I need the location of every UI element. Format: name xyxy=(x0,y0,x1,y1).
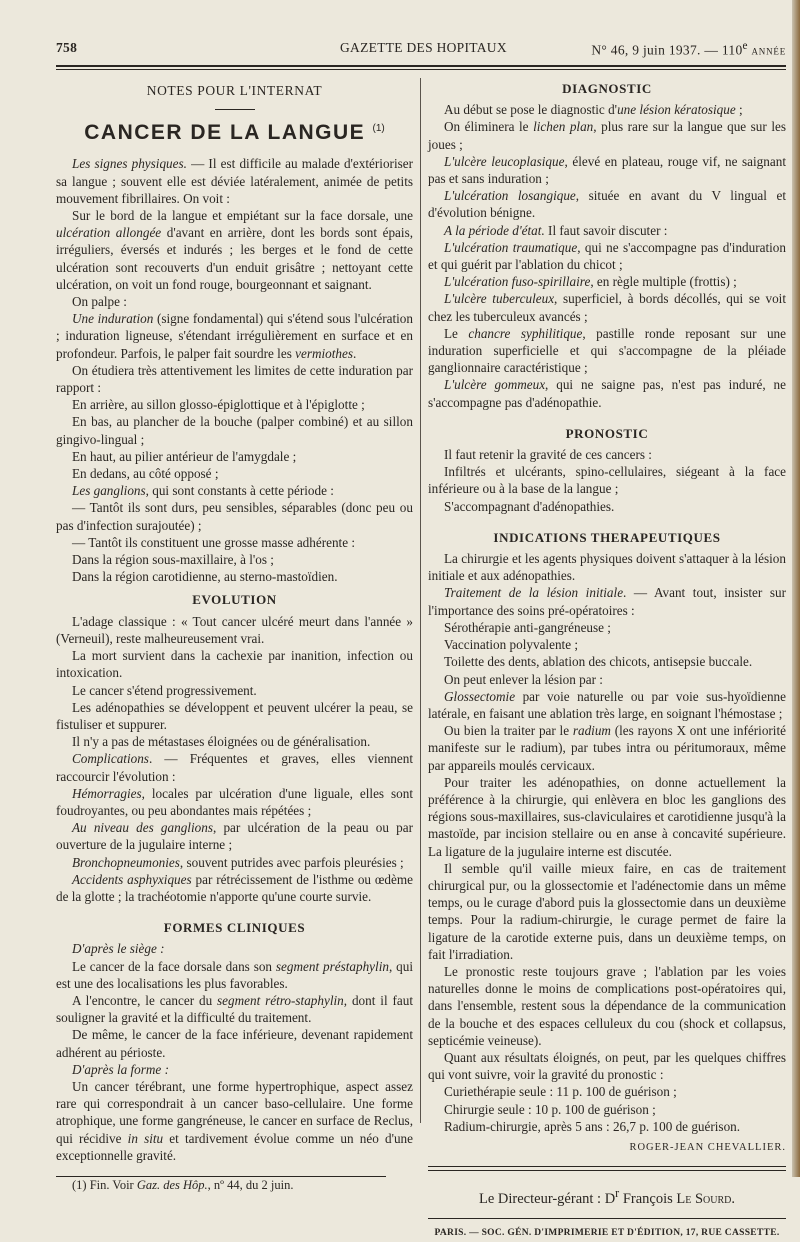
header-rule-thick xyxy=(56,65,786,67)
title-footnote-ref: (1) xyxy=(372,123,385,135)
closing-rule xyxy=(428,1166,786,1167)
paragraph: Ou bien la traiter par le radium (les rayons X ont une infériorité manifeste sur le radium), par tubes intra ou péritumoraux, même par appareils moulés cervicaux. xyxy=(428,723,786,773)
result-item: Chirurgie seule : 10 p. 100 de guérison ; xyxy=(444,1101,656,1117)
list-item: — Tantôt ils sont durs, peu sensibles, séparables (donc peu ou pas d'infection surajoutée) ; xyxy=(56,500,413,533)
director-line: Le Directeur-gérant : $D^r$ François Le Sourd. xyxy=(478,1186,736,1208)
paragraph: Le chancre syphilitique, pastille ronde reposant sur une induration superficielle et qui s'accompagne de la pléiade ganglionnaire caractéristique ; xyxy=(428,325,786,376)
paragraph: Le pronostic reste toujours grave ; l'ablation par les voies naturelles donne le moins de complications post-opératoires qui, dans l'ensemble, restent sous la dépendance de la communication de la bouche et des espaces celluleux du cou (shock et collapsus, septicémie veineuse). xyxy=(428,963,786,1048)
paragraph: Au début se pose le diagnostic d'une lésion kératosique ; xyxy=(444,102,743,118)
paragraph: Il faut retenir la gravité de ces cancers : xyxy=(444,447,652,463)
section-kicker: NOTES POUR L'INTERNAT xyxy=(146,83,323,98)
page-edge-binding xyxy=(792,0,800,1177)
list-item: Dans la région carotidienne, au sterno-mastoïdien. xyxy=(72,569,338,585)
paragraph: D'après le siège : xyxy=(72,941,165,957)
paragraph: A la période d'état. Il faut savoir discuter : xyxy=(444,222,668,238)
list-item: Vaccination polyvalente ; xyxy=(444,637,579,653)
list-item: Toilette des dents, ablation des chicots, antisepsie buccale. xyxy=(444,654,753,670)
issue-info: N° 46, 9 juin 1937. — 110e ANNÉE xyxy=(591,40,786,58)
paragraph: Les signes physiques. — Il est difficile au malade d'extérioriser sa langue ; souvent elle est déviée latéralement, animée de petits mouvement fibrillaires. On voit : xyxy=(56,156,413,206)
paragraph: On palpe : xyxy=(72,294,127,310)
left-column xyxy=(56,78,413,1194)
paragraph: Il semble qu'il vaille mieux faire, en cas de traitement chirurgical pur, ou la glossectomie et l'adénectomie dans un même temps, ou le curage d'abord puis la glossectomie dans un deuxième temps. Pour la radium-chirurgie, le curage permet de faire la ligature de la carotide externe puis, dans un deuxième temps, on fait l'irradiation. xyxy=(428,860,786,962)
paragraph: Le cancer s'étend progressivement. xyxy=(72,682,257,698)
list-item: En haut, au pilier antérieur de l'amygdale ; xyxy=(72,448,297,464)
paragraph: Sur le bord de la langue et empiétant sur la face dorsale, une ulcération allongée d'avant en arrière, dont les bords sont épais, irréguliers, éversés et indurés ; les berges et le fond de cette ulcération sont recouverts d'un enduit grisâtre ; nettoyant cette ulcération, on voit un fond rouge, bourgeonnant et saignant. xyxy=(56,208,413,292)
author-signature: ROGER-JEAN CHEVALLIER. xyxy=(629,1141,786,1153)
paragraph: L'ulcération traumatique, qui ne s'accompagne pas d'induration et qui guérit par l'ablation du chicot ; xyxy=(428,239,786,273)
paragraph: L'ulcération fuso-spirillaire, en règle multiple (frottis) ; xyxy=(444,274,737,290)
paragraph: De même, le cancer de la face inférieure, devenant rapidement adhérent au périoste. xyxy=(56,1027,413,1060)
paragraph: Une induration (signe fondamental) qui s'étend sous l'ulcération ; induration ligneuse, s'étendant irrégulièrement en surface et en profondeur. Parfois, le palper fait sourdre les vermiothes. xyxy=(56,311,413,361)
paragraph: Complications. — Fréquentes et graves, elles viennent raccourcir l'évolution : xyxy=(56,751,413,784)
article-title: CANCER DE LA LANGUE $^{(1)}$ xyxy=(84,121,385,145)
paragraph: Quant aux résultats éloignés, on peut, par les quelques chiffres qui vont suivre, voir la gravité du pronostic : xyxy=(428,1049,786,1083)
footnote: (1) Fin. Voir Gaz. des Hôp., nº 44, du 2 juin. xyxy=(72,1177,294,1192)
section-heading-indications: INDICATIONS THERAPEUTIQUES xyxy=(493,529,721,545)
paragraph: Bronchopneumonies, souvent putrides avec parfois pleurésies ; xyxy=(72,854,404,870)
section-heading-evolution: EVOLUTION xyxy=(192,592,277,608)
paragraph: Glossectomie par voie naturelle ou par voie sus-hyoïdienne latérale, en faisant une ablation très large, en soignant l'hémostase ; xyxy=(428,688,786,721)
paragraph: L'adage classique : « Tout cancer ulcéré meurt dans l'année » (Verneuil), reste malheureusement vrai. xyxy=(56,613,413,646)
printer-imprint: PARIS. — SOC. GÉN. D'IMPRIMERIE ET D'ÉDITION, 17, RUE CASSETTE. xyxy=(428,1218,786,1242)
paragraph: L'ulcère gommeux, qui ne saigne pas, n'est pas induré, ne s'accompagne pas d'adénopathie. xyxy=(428,377,786,410)
list-item: En bas, au plancher de la bouche (palper combiné) et au sillon gingivo-lingual ; xyxy=(56,414,413,447)
list-item: — Tantôt ils constituent une grosse masse adhérente : xyxy=(72,534,356,550)
paragraph: Les ganglions, qui sont constants à cette période : xyxy=(72,483,334,499)
paragraph: Les adénopathies se développent et peuvent ulcérer la peau, se fistuliser et suppurer. xyxy=(56,699,413,732)
list-item: En arrière, au sillon glosso-épiglottique et à l'épiglotte ; xyxy=(72,397,365,413)
paragraph: S'accompagnant d'adénopathies. xyxy=(444,498,615,514)
closing-rule xyxy=(428,1170,786,1171)
paragraph: L'ulcère tuberculeux, superficiel, à bords décollés, qui se voit chez les tuberculeux avancés ; xyxy=(428,291,786,324)
paragraph: Il n'y a pas de métastases éloignées ou de généralisation. xyxy=(72,734,371,750)
paragraph: L'ulcération losangique, située en avant du V lingual et d'évolution bénigne. xyxy=(428,188,786,221)
paragraph: On peut enlever la lésion par : xyxy=(444,671,603,687)
column-divider xyxy=(420,78,421,1123)
paragraph: L'ulcère leucoplasique, élevé en plateau, rouge vif, ne saignant pas et sans induration ; xyxy=(428,153,786,187)
list-item: Dans la région sous-maxillaire, à l'os ; xyxy=(72,552,274,568)
paragraph: Accidents asphyxiques par rétrécissement de l'isthme ou œdème de la glotte ; la trachéotomie n'apporte qu'une courte survie. xyxy=(56,871,413,904)
section-heading-diagnostic: DIAGNOSTIC xyxy=(562,81,652,96)
paragraph: On étudiera très attentivement les limites de cette induration par rapport : xyxy=(56,362,413,396)
result-item: Curiethérapie seule : 11 p. 100 de guérison ; xyxy=(444,1084,677,1100)
section-heading-formes: FORMES CLINIQUES xyxy=(163,920,306,936)
header-rule-thin xyxy=(56,69,786,70)
paragraph: Le cancer de la face dorsale dans son segment préstaphylin, qui est une des localisations les plus favorables. xyxy=(56,958,414,991)
page-number: 758 xyxy=(56,40,78,55)
paragraph: Infiltrés et ulcérants, spino-cellulaires, siégeant à la face inférieure ou à la base de la langue ; xyxy=(428,464,786,497)
result-item: Radium-chirurgie, après 5 ans : 26,7 p. 100 de guérison. xyxy=(444,1118,741,1134)
paragraph: Un cancer térébrant, une forme hypertrophique, aspect assez rare qui correspondrait à un cancer baso-cellulaire. Une forme atrophique, une forme gangréneuse, le cancer en surface de Reclus, qui récidive in situ et tardivement évolue comme un néo d'une exceptionnelle gravité. xyxy=(56,1078,413,1163)
paragraph: D'après la forme : xyxy=(72,1061,169,1077)
kicker-rule xyxy=(215,109,255,110)
list-item: En dedans, au côté opposé ; xyxy=(72,466,219,482)
list-item: Sérothérapie anti-gangréneuse ; xyxy=(444,619,611,635)
paragraph: Pour traiter les adénopathies, on donne actuellement la préférence à la chirurgie, qui enlèvera en bloc les ganglions des régions sous-maxillaires, sus-claviculaires et carotidienne jusqu'à la mastoïde, par incision stellaire ou en anse à concavité supérieure. La ligature de la jugulaire interne est discutée. xyxy=(428,774,786,859)
paragraph: A l'encontre, le cancer du segment rétro-staphylin, dont il faut souligner la gravité et la difficulté du traitement. xyxy=(56,992,413,1026)
paragraph: Au niveau des ganglions, par ulcération de la peau ou par ouverture de la jugulaire interne ; xyxy=(56,820,414,853)
journal-title: GAZETTE DES HOPITAUX xyxy=(340,40,507,55)
right-column xyxy=(428,78,786,1242)
section-heading-pronostic: PRONOSTIC xyxy=(565,425,649,441)
paragraph: On éliminera le lichen plan, plus rare sur la langue que sur les joues ; xyxy=(428,119,786,152)
paragraph: La mort survient dans la cachexie par inanition, infection ou intoxication. xyxy=(56,648,413,681)
paragraph: La chirurgie et les agents physiques doivent s'attaquer à la lésion initiale et aux adénopathies. xyxy=(428,551,786,584)
paragraph: Hémorragies, locales par ulcération d'une liguale, elles sont foudroyantes, ou peu abondantes mais répétées ; xyxy=(56,785,413,818)
paragraph: Traitement de la lésion initiale. — Avant tout, insister sur l'importance des soins pré-opératoires : xyxy=(428,585,786,618)
page-header xyxy=(56,40,786,62)
